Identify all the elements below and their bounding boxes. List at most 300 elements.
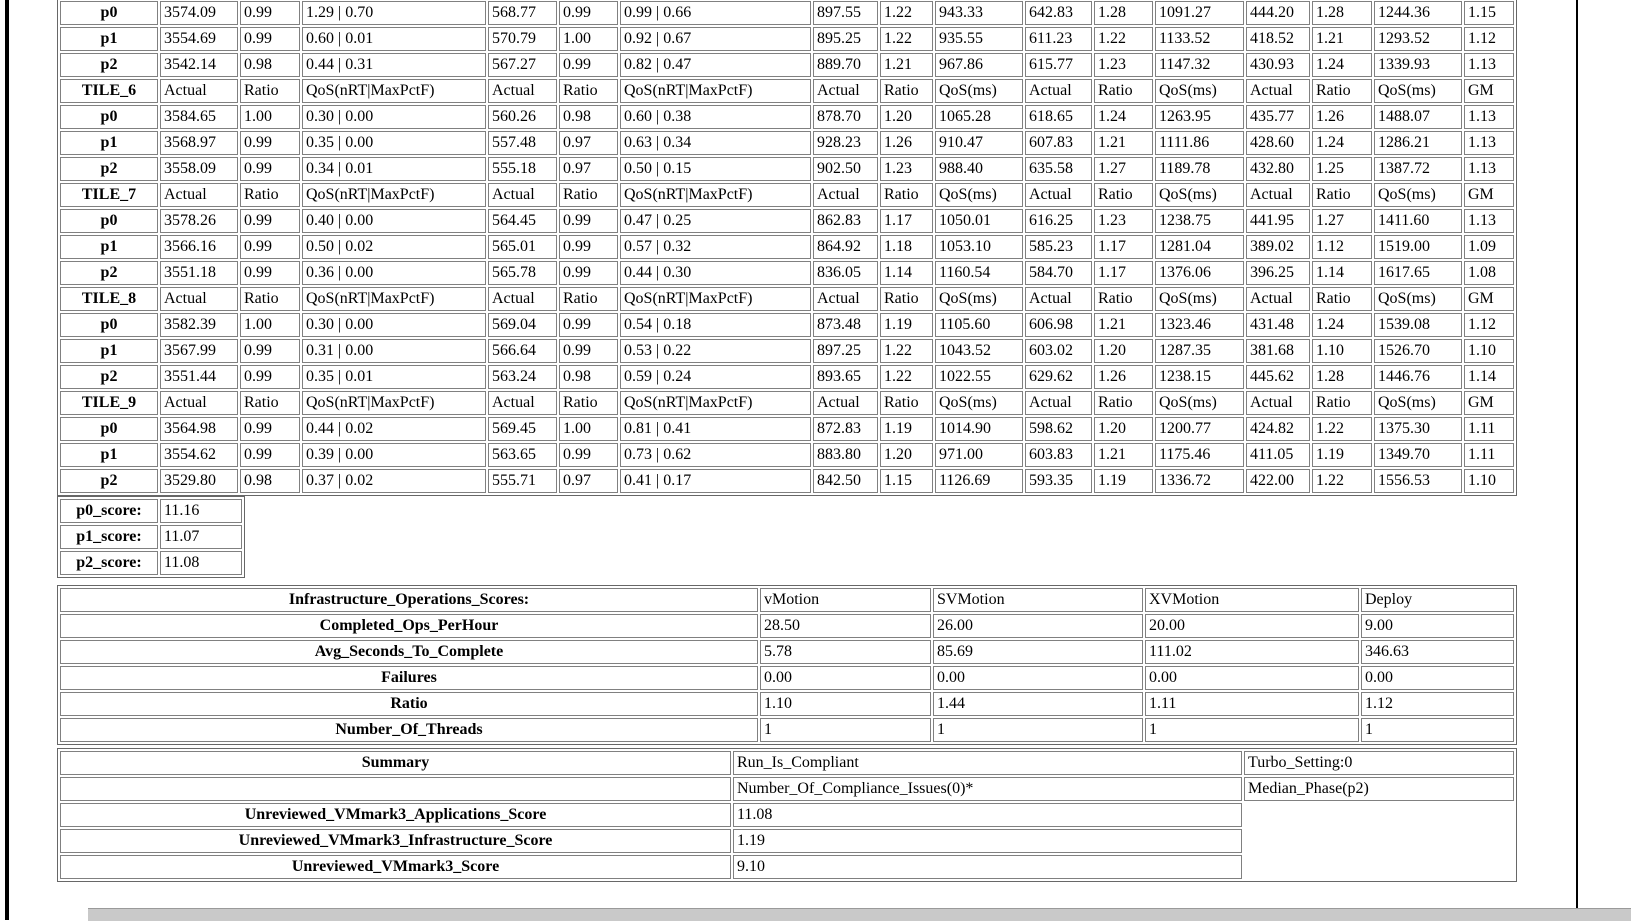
metric-value-cell: 1.22	[880, 27, 933, 51]
metric-value-cell: 1.13	[1464, 157, 1514, 181]
infra-value-cell: 1.11	[1145, 692, 1359, 716]
metric-value-cell: 3554.69	[160, 27, 238, 51]
infra-value-cell: 9.00	[1361, 614, 1514, 638]
column-header-cell: Ratio	[880, 391, 933, 415]
infra-metric-label: Number_Of_Threads	[60, 718, 758, 742]
metric-value-cell: 0.99	[240, 417, 300, 441]
metric-value-cell: 0.99	[240, 157, 300, 181]
page-right-border	[1576, 0, 1578, 920]
metric-value-cell: 0.99 | 0.66	[620, 1, 811, 25]
phase-label: p2	[60, 53, 158, 77]
metric-value-cell: 935.55	[935, 27, 1023, 51]
infrastructure-operations-table	[57, 585, 1517, 745]
metric-value-cell: 1175.46	[1155, 443, 1244, 467]
metric-value-cell: 0.50 | 0.02	[302, 235, 486, 259]
metric-value-cell: 1126.69	[935, 469, 1023, 493]
metric-value-cell: 0.98	[559, 365, 618, 389]
metric-value-cell: 1.26	[1312, 105, 1372, 129]
metric-value-cell: 3542.14	[160, 53, 238, 77]
phase-label: p2	[60, 365, 158, 389]
phase-data-row	[60, 157, 1514, 181]
metric-value-cell: 3551.44	[160, 365, 238, 389]
metric-value-cell: 897.25	[813, 339, 878, 363]
summary-value-cell: Run_Is_Compliant	[733, 751, 1242, 775]
infra-value-cell: 0.00	[1145, 666, 1359, 690]
metric-value-cell: 1.18	[880, 235, 933, 259]
phase-data-row	[60, 469, 1514, 493]
metric-value-cell: 1323.46	[1155, 313, 1244, 337]
metric-value-cell: 1.29 | 0.70	[302, 1, 486, 25]
metric-value-cell: 967.86	[935, 53, 1023, 77]
infra-value-cell: 20.00	[1145, 614, 1359, 638]
metric-value-cell: 1147.32	[1155, 53, 1244, 77]
metric-value-cell: 1.19	[1312, 443, 1372, 467]
metric-value-cell: 3568.97	[160, 131, 238, 155]
metric-value-cell: 0.60 | 0.01	[302, 27, 486, 51]
metric-value-cell: 1287.35	[1155, 339, 1244, 363]
column-header-cell: Ratio	[1312, 391, 1372, 415]
infra-value-cell: 1	[1361, 718, 1514, 742]
metric-value-cell: 1286.21	[1374, 131, 1462, 155]
metric-value-cell: 889.70	[813, 53, 878, 77]
metric-value-cell: 555.18	[488, 157, 557, 181]
phase-data-row	[60, 443, 1514, 467]
metric-value-cell: 0.99	[559, 209, 618, 233]
metric-value-cell: 895.25	[813, 27, 878, 51]
column-header-cell: QoS(ms)	[935, 183, 1023, 207]
phase-data-row	[60, 53, 1514, 77]
phase-label: p1	[60, 443, 158, 467]
metric-value-cell: 1.21	[1094, 443, 1153, 467]
column-header-cell: Ratio	[240, 183, 300, 207]
infra-metric-label: Completed_Ops_PerHour	[60, 614, 758, 638]
metric-value-cell: 1349.70	[1374, 443, 1462, 467]
metric-value-cell: 1.12	[1312, 235, 1372, 259]
metric-value-cell: 1.27	[1312, 209, 1372, 233]
column-header-cell: GM	[1464, 183, 1514, 207]
metric-value-cell: 1.27	[1094, 157, 1153, 181]
metric-value-cell: 1043.52	[935, 339, 1023, 363]
infra-metric-label: Avg_Seconds_To_Complete	[60, 640, 758, 664]
metric-value-cell: 1.19	[1094, 469, 1153, 493]
metric-value-cell: 1.21	[1094, 131, 1153, 155]
operation-header-cell: XVMotion	[1145, 588, 1359, 612]
metric-value-cell: 0.44 | 0.02	[302, 417, 486, 441]
summary-label: Unreviewed_VMmark3_Infrastructure_Score	[60, 829, 731, 853]
metric-value-cell: 1.13	[1464, 131, 1514, 155]
metric-value-cell: 836.05	[813, 261, 878, 285]
column-header-cell: QoS(nRT|MaxPctF)	[620, 183, 811, 207]
infra-value-cell: 346.63	[1361, 640, 1514, 664]
metric-value-cell: 1.23	[1094, 53, 1153, 77]
column-header-cell: Actual	[1246, 183, 1310, 207]
score-value-cell: 11.16	[160, 499, 242, 523]
infra-metric-label: Failures	[60, 666, 758, 690]
metric-value-cell: 0.99	[240, 27, 300, 51]
infra-metric-row	[60, 666, 1514, 690]
metric-value-cell: 381.68	[1246, 339, 1310, 363]
metric-value-cell: 971.00	[935, 443, 1023, 467]
metric-value-cell: 1.22	[1312, 417, 1372, 441]
metric-value-cell: 1336.72	[1155, 469, 1244, 493]
metric-value-cell: 1.21	[880, 53, 933, 77]
column-header-cell: Ratio	[559, 79, 618, 103]
metric-value-cell: 1133.52	[1155, 27, 1244, 51]
phase-data-row	[60, 313, 1514, 337]
phase-label: p1	[60, 235, 158, 259]
metric-value-cell: 1.14	[1312, 261, 1372, 285]
metric-value-cell: 444.20	[1246, 1, 1310, 25]
column-header-cell: Ratio	[240, 79, 300, 103]
metric-value-cell: 607.83	[1025, 131, 1092, 155]
metric-value-cell: 943.33	[935, 1, 1023, 25]
column-header-cell: QoS(ms)	[1155, 183, 1244, 207]
metric-value-cell: 1.24	[1094, 105, 1153, 129]
metric-value-cell: 593.35	[1025, 469, 1092, 493]
metric-value-cell: 0.34 | 0.01	[302, 157, 486, 181]
metric-value-cell: 1.26	[880, 131, 933, 155]
metric-value-cell: 0.44 | 0.30	[620, 261, 811, 285]
metric-value-cell: 0.99	[240, 365, 300, 389]
metric-value-cell: 1.10	[1464, 339, 1514, 363]
metric-value-cell: 0.99	[559, 1, 618, 25]
metric-value-cell: 1.00	[559, 27, 618, 51]
column-header-cell: QoS(ms)	[1374, 287, 1462, 311]
infra-value-cell: 26.00	[933, 614, 1143, 638]
column-header-cell: Ratio	[1094, 391, 1153, 415]
metric-value-cell: 1.28	[1312, 1, 1372, 25]
metric-value-cell: 988.40	[935, 157, 1023, 181]
metric-value-cell: 0.73 | 0.62	[620, 443, 811, 467]
metric-value-cell: 568.77	[488, 1, 557, 25]
infra-metric-label: Ratio	[60, 692, 758, 716]
metric-value-cell: 3564.98	[160, 417, 238, 441]
metric-value-cell: 3584.65	[160, 105, 238, 129]
column-header-cell: QoS(ms)	[935, 79, 1023, 103]
phase-score-row	[60, 499, 242, 523]
phase-scores-table	[57, 496, 245, 578]
metric-value-cell: 1.22	[1094, 27, 1153, 51]
metric-value-cell: 396.25	[1246, 261, 1310, 285]
metric-value-cell: 1.13	[1464, 53, 1514, 77]
metric-value-cell: 0.30 | 0.00	[302, 105, 486, 129]
metric-value-cell: 618.65	[1025, 105, 1092, 129]
column-header-cell: GM	[1464, 287, 1514, 311]
column-header-cell: QoS(ms)	[1374, 183, 1462, 207]
metric-value-cell: 3582.39	[160, 313, 238, 337]
metric-value-cell: 0.47 | 0.25	[620, 209, 811, 233]
horizontal-scrollbar[interactable]	[88, 908, 1631, 921]
summary-value-cell: Turbo_Setting:0	[1244, 751, 1514, 775]
operation-header-cell: Deploy	[1361, 588, 1514, 612]
metric-value-cell: 0.99	[240, 131, 300, 155]
column-header-cell: Ratio	[1094, 79, 1153, 103]
metric-value-cell: 1111.86	[1155, 131, 1244, 155]
phase-label: p0	[60, 105, 158, 129]
column-header-cell: GM	[1464, 391, 1514, 415]
column-header-cell: Actual	[488, 287, 557, 311]
metric-value-cell: 430.93	[1246, 53, 1310, 77]
metric-value-cell: 1.00	[240, 105, 300, 129]
metric-value-cell: 1.21	[1312, 27, 1372, 51]
metric-value-cell: 1.17	[880, 209, 933, 233]
summary-table	[57, 748, 1517, 882]
metric-value-cell: 1.14	[1464, 365, 1514, 389]
phase-label: p1	[60, 131, 158, 155]
metric-value-cell: 0.99	[240, 209, 300, 233]
metric-value-cell: 1.26	[1094, 365, 1153, 389]
metric-value-cell: 635.58	[1025, 157, 1092, 181]
metric-value-cell: 422.00	[1246, 469, 1310, 493]
metric-value-cell: 0.99	[559, 313, 618, 337]
metric-value-cell: 878.70	[813, 105, 878, 129]
infra-value-cell: 111.02	[1145, 640, 1359, 664]
metric-value-cell: 0.99	[240, 261, 300, 285]
column-header-cell: Ratio	[880, 287, 933, 311]
tile-label: TILE_7	[60, 183, 158, 207]
metric-value-cell: 3551.18	[160, 261, 238, 285]
metric-value-cell: 0.60 | 0.38	[620, 105, 811, 129]
metric-value-cell: 563.24	[488, 365, 557, 389]
column-header-cell: Ratio	[1094, 183, 1153, 207]
tile-header-row	[60, 79, 1514, 103]
metric-value-cell: 873.48	[813, 313, 878, 337]
metric-value-cell: 1.28	[1312, 365, 1372, 389]
metric-value-cell: 565.78	[488, 261, 557, 285]
metric-value-cell: 3567.99	[160, 339, 238, 363]
metric-value-cell: 431.48	[1246, 313, 1310, 337]
metric-value-cell: 1091.27	[1155, 1, 1244, 25]
metric-value-cell: 615.77	[1025, 53, 1092, 77]
metric-value-cell: 1.28	[1094, 1, 1153, 25]
page-left-border	[5, 0, 9, 920]
metric-value-cell: 1.11	[1464, 417, 1514, 441]
metric-value-cell: 432.80	[1246, 157, 1310, 181]
metric-value-cell: 3566.16	[160, 235, 238, 259]
metric-value-cell: 883.80	[813, 443, 878, 467]
phase-label: p2	[60, 469, 158, 493]
phase-data-row	[60, 365, 1514, 389]
metric-value-cell: 0.44 | 0.31	[302, 53, 486, 77]
metric-value-cell: 1375.30	[1374, 417, 1462, 441]
metric-value-cell: 902.50	[813, 157, 878, 181]
phase-label: p1	[60, 339, 158, 363]
metric-value-cell: 603.02	[1025, 339, 1092, 363]
metric-value-cell: 428.60	[1246, 131, 1310, 155]
metric-value-cell: 0.99	[559, 235, 618, 259]
phase-data-row	[60, 27, 1514, 51]
infra-metric-row	[60, 614, 1514, 638]
phase-data-row	[60, 209, 1514, 233]
column-header-cell: QoS(nRT|MaxPctF)	[302, 287, 486, 311]
infra-header-row	[60, 588, 1514, 612]
metric-value-cell: 389.02	[1246, 235, 1310, 259]
metric-value-cell: 1.12	[1464, 313, 1514, 337]
metric-value-cell: 1.17	[1094, 261, 1153, 285]
summary-value-cell: Median_Phase(p2)	[1244, 777, 1514, 801]
metric-value-cell: 1.24	[1312, 131, 1372, 155]
phase-score-row	[60, 525, 242, 549]
summary-value-cell: 11.08	[733, 803, 1242, 827]
infra-metric-row	[60, 692, 1514, 716]
metric-value-cell: 1519.00	[1374, 235, 1462, 259]
tile-header-row	[60, 391, 1514, 415]
metric-value-cell: 1539.08	[1374, 313, 1462, 337]
tile-label: TILE_6	[60, 79, 158, 103]
column-header-cell: QoS(nRT|MaxPctF)	[620, 79, 811, 103]
infra-value-cell: 85.69	[933, 640, 1143, 664]
metric-value-cell: 1238.75	[1155, 209, 1244, 233]
infra-value-cell: 1	[1145, 718, 1359, 742]
metric-value-cell: 1.24	[1312, 313, 1372, 337]
summary-label: Summary	[60, 751, 731, 775]
metric-value-cell: 0.54 | 0.18	[620, 313, 811, 337]
metric-value-cell: 1526.70	[1374, 339, 1462, 363]
metric-value-cell: 897.55	[813, 1, 878, 25]
metric-value-cell: 445.62	[1246, 365, 1310, 389]
summary-value-cell: Number_Of_Compliance_Issues(0)*	[733, 777, 1242, 801]
metric-value-cell: 611.23	[1025, 27, 1092, 51]
metric-value-cell: 0.35 | 0.00	[302, 131, 486, 155]
metric-value-cell: 411.05	[1246, 443, 1310, 467]
column-header-cell: Actual	[1246, 79, 1310, 103]
metric-value-cell: 585.23	[1025, 235, 1092, 259]
tile-results-table	[57, 0, 1517, 496]
metric-value-cell: 584.70	[1025, 261, 1092, 285]
summary-row	[60, 855, 1514, 879]
phase-label: p0	[60, 209, 158, 233]
infra-value-cell: 1.10	[760, 692, 931, 716]
column-header-cell: Ratio	[559, 287, 618, 311]
phase-label: p0	[60, 1, 158, 25]
metric-value-cell: 1065.28	[935, 105, 1023, 129]
metric-value-cell: 0.97	[559, 469, 618, 493]
column-header-cell: QoS(ms)	[935, 391, 1023, 415]
metric-value-cell: 1.22	[880, 339, 933, 363]
metric-value-cell: 0.50 | 0.15	[620, 157, 811, 181]
column-header-cell: Actual	[160, 183, 238, 207]
metric-value-cell: 0.99	[559, 261, 618, 285]
metric-value-cell: 864.92	[813, 235, 878, 259]
score-label: p1_score:	[60, 525, 158, 549]
column-header-cell: QoS(ms)	[1155, 391, 1244, 415]
metric-value-cell: 842.50	[813, 469, 878, 493]
metric-value-cell: 1.13	[1464, 105, 1514, 129]
metric-value-cell: 1.15	[880, 469, 933, 493]
metric-value-cell: 0.99	[240, 339, 300, 363]
metric-value-cell: 569.45	[488, 417, 557, 441]
summary-row	[60, 777, 1514, 801]
metric-value-cell: 1.22	[1312, 469, 1372, 493]
metric-value-cell: 1105.60	[935, 313, 1023, 337]
metric-value-cell: 1.20	[880, 443, 933, 467]
metric-value-cell: 0.36 | 0.00	[302, 261, 486, 285]
summary-value-cell: 9.10	[733, 855, 1242, 879]
column-header-cell: QoS(nRT|MaxPctF)	[302, 183, 486, 207]
infra-title: Infrastructure_Operations_Scores:	[60, 588, 758, 612]
metric-value-cell: 1293.52	[1374, 27, 1462, 51]
metric-value-cell: 1376.06	[1155, 261, 1244, 285]
tile-header-row	[60, 183, 1514, 207]
metric-value-cell: 1556.53	[1374, 469, 1462, 493]
infra-value-cell: 0.00	[1361, 666, 1514, 690]
metric-value-cell: 872.83	[813, 417, 878, 441]
column-header-cell: Actual	[813, 183, 878, 207]
metric-value-cell: 1.09	[1464, 235, 1514, 259]
metric-value-cell: 606.98	[1025, 313, 1092, 337]
column-header-cell: Ratio	[880, 79, 933, 103]
metric-value-cell: 0.82 | 0.47	[620, 53, 811, 77]
column-header-cell: Ratio	[559, 183, 618, 207]
metric-value-cell: 570.79	[488, 27, 557, 51]
metric-value-cell: 3554.62	[160, 443, 238, 467]
metric-value-cell: 563.65	[488, 443, 557, 467]
metric-value-cell: 910.47	[935, 131, 1023, 155]
metric-value-cell: 1.08	[1464, 261, 1514, 285]
metric-value-cell: 3558.09	[160, 157, 238, 181]
column-header-cell: QoS(nRT|MaxPctF)	[302, 391, 486, 415]
metric-value-cell: 1.20	[880, 105, 933, 129]
column-header-cell: Ratio	[240, 391, 300, 415]
metric-value-cell: 0.98	[240, 53, 300, 77]
metric-value-cell: 1244.36	[1374, 1, 1462, 25]
metric-value-cell: 1.23	[1094, 209, 1153, 233]
infra-metric-row	[60, 640, 1514, 664]
metric-value-cell: 893.65	[813, 365, 878, 389]
metric-value-cell: 0.41 | 0.17	[620, 469, 811, 493]
metric-value-cell: 565.01	[488, 235, 557, 259]
tile-label: TILE_8	[60, 287, 158, 311]
metric-value-cell: 0.97	[559, 131, 618, 155]
metric-value-cell: 1160.54	[935, 261, 1023, 285]
column-header-cell: GM	[1464, 79, 1514, 103]
metric-value-cell: 0.98	[559, 105, 618, 129]
column-header-cell: QoS(ms)	[1374, 391, 1462, 415]
summary-row	[60, 751, 1514, 775]
metric-value-cell: 1446.76	[1374, 365, 1462, 389]
summary-label: Unreviewed_VMmark3_Score	[60, 855, 731, 879]
column-header-cell: Actual	[813, 287, 878, 311]
score-value-cell: 11.08	[160, 551, 242, 575]
metric-value-cell: 1.19	[880, 313, 933, 337]
column-header-cell: Ratio	[240, 287, 300, 311]
operation-header-cell: vMotion	[760, 588, 931, 612]
metric-value-cell: 435.77	[1246, 105, 1310, 129]
column-header-cell: Actual	[160, 287, 238, 311]
tile-label: TILE_9	[60, 391, 158, 415]
metric-value-cell: 1.13	[1464, 209, 1514, 233]
summary-value-cell: 1.19	[733, 829, 1242, 853]
phase-label: p2	[60, 157, 158, 181]
metric-value-cell: 3578.26	[160, 209, 238, 233]
metric-value-cell: 557.48	[488, 131, 557, 155]
metric-value-cell: 567.27	[488, 53, 557, 77]
column-header-cell: Ratio	[1312, 183, 1372, 207]
score-value-cell: 11.07	[160, 525, 242, 549]
score-label: p2_score:	[60, 551, 158, 575]
metric-value-cell: 3574.09	[160, 1, 238, 25]
summary-label: Unreviewed_VMmark3_Applications_Score	[60, 803, 731, 827]
metric-value-cell: 424.82	[1246, 417, 1310, 441]
infra-value-cell: 5.78	[760, 640, 931, 664]
metric-value-cell: 560.26	[488, 105, 557, 129]
metric-value-cell: 1.00	[240, 313, 300, 337]
column-header-cell: QoS(ms)	[1374, 79, 1462, 103]
metric-value-cell: 642.83	[1025, 1, 1092, 25]
column-header-cell: Actual	[1025, 183, 1092, 207]
metric-value-cell: 564.45	[488, 209, 557, 233]
metric-value-cell: 1.17	[1094, 235, 1153, 259]
